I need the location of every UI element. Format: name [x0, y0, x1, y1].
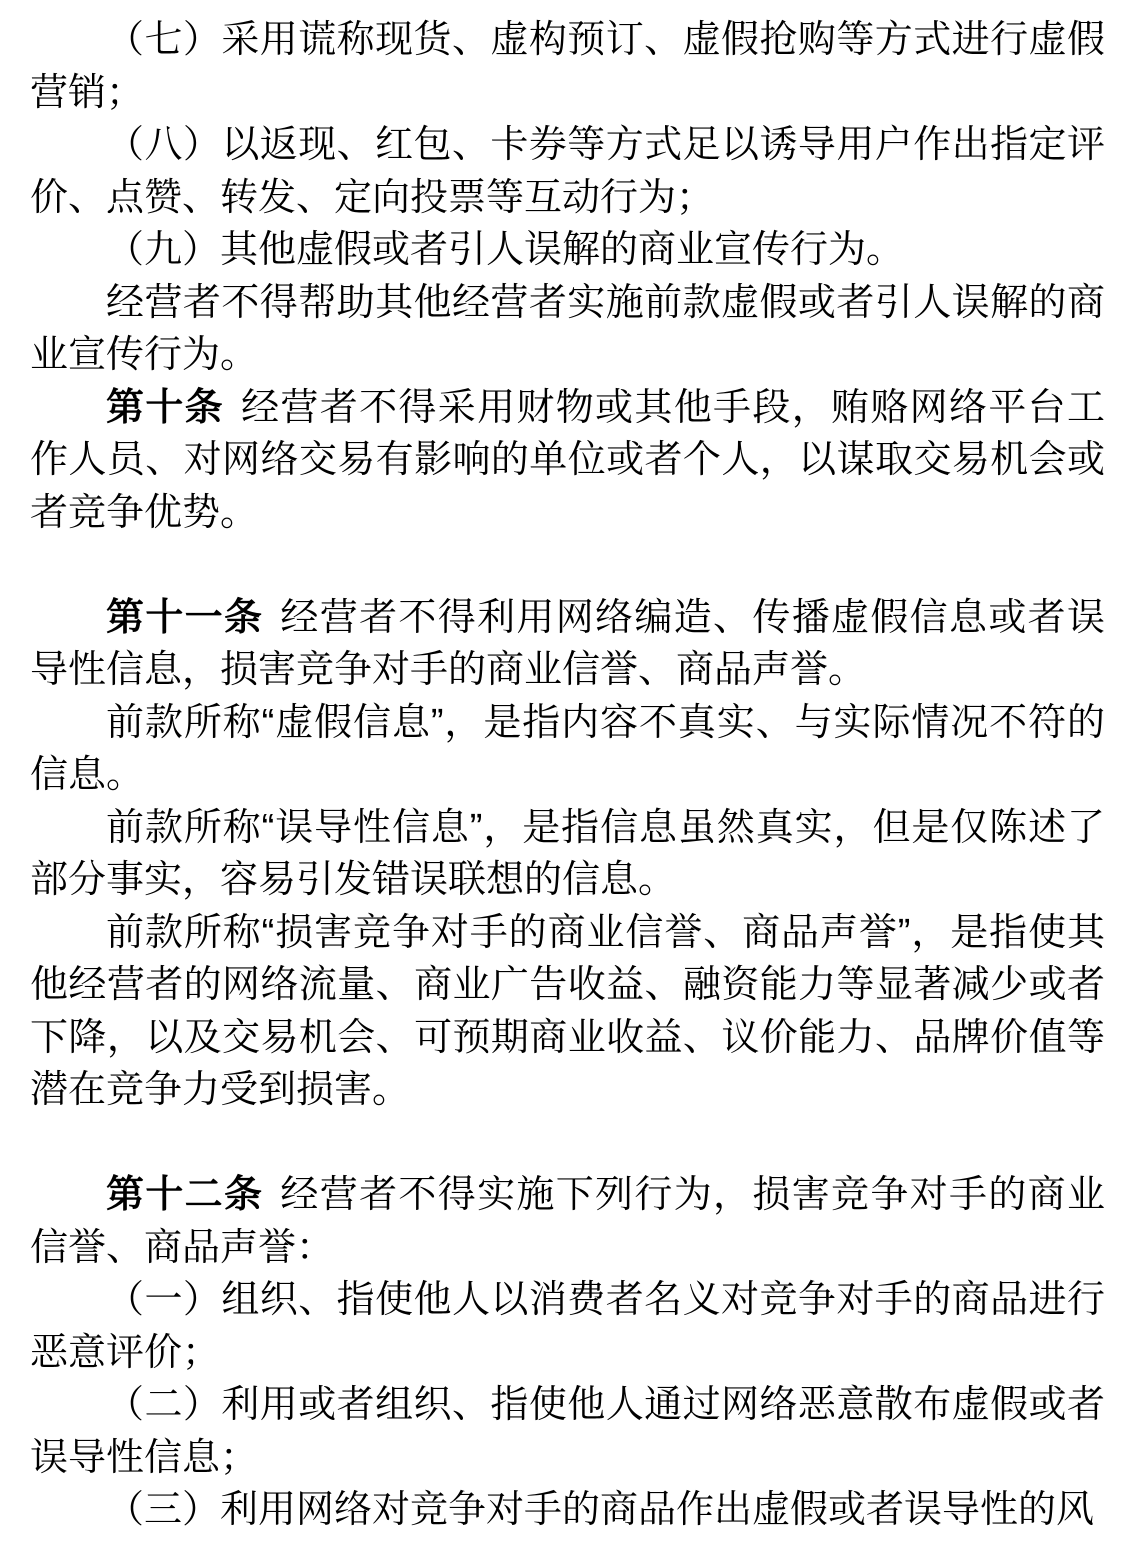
- document-body: [30, 14, 1105, 1537]
- list-item-paragraph: （一）组织、指使他人以消费者名义对竞争对手的商品进行恶意评价；: [30, 1279, 1105, 1374]
- list-item-paragraph: （七）采用谎称现货、虚构预订、虚假抢购等方式进行虚假营销；: [30, 19, 1105, 114]
- article-paragraph: [30, 382, 1105, 540]
- article-number: 第十二条: [106, 1174, 264, 1216]
- list-item-paragraph: （三）利用网络对竞争对手的商品作出虚假或者误导性的风: [106, 1489, 1095, 1531]
- paragraph: 经营者不得帮助其他经营者实施前款虚假或者引人误解的商业宣传行为。: [30, 281, 1105, 376]
- list-item-paragraph: （九）其他虚假或者引人误解的商业宣传行为。: [106, 229, 905, 271]
- article-text: 经营者不得利用网络编造、传播虚假信息或者误导性信息，损害竞争对手的商业信誉、商品声誉。: [30, 596, 1105, 691]
- article-text: 经营者不得采用财物或其他手段，贿赂网络平台工作人员、对网络交易有影响的单位或者个人，以谋取交易机会或者竞争优势。: [30, 386, 1105, 534]
- article-paragraph: [30, 592, 1105, 697]
- article-paragraph: [30, 1169, 1105, 1274]
- paragraph: 前款所称“虚假信息”，是指内容不真实、与实际情况不符的信息。: [30, 701, 1105, 796]
- article-number: 第十一条: [106, 596, 264, 639]
- paragraph: 前款所称“损害竞争对手的商业信誉、商品声誉”，是指使其他经营者的网络流量、商业广告收益、融资能力等显著减少或者下降，以及交易机会、可预期商业收益、议价能力、品牌价值等潜在竞争力受到损害。: [30, 911, 1105, 1111]
- list-item-paragraph: （二）利用或者组织、指使他人通过网络恶意散布虚假或者误导性信息；: [30, 1384, 1105, 1479]
- article-text: 经营者不得实施下列行为，损害竞争对手的商业信誉、商品声誉：: [30, 1174, 1105, 1269]
- article-number: 第十条: [106, 386, 224, 429]
- list-item-paragraph: （八）以返现、红包、卡券等方式足以诱导用户作出指定评价、点赞、转发、定向投票等互动行为；: [30, 124, 1105, 219]
- paragraph: 前款所称“误导性信息”，是指信息虽然真实，但是仅陈述了部分事实，容易引发错误联想的信息。: [30, 806, 1105, 901]
